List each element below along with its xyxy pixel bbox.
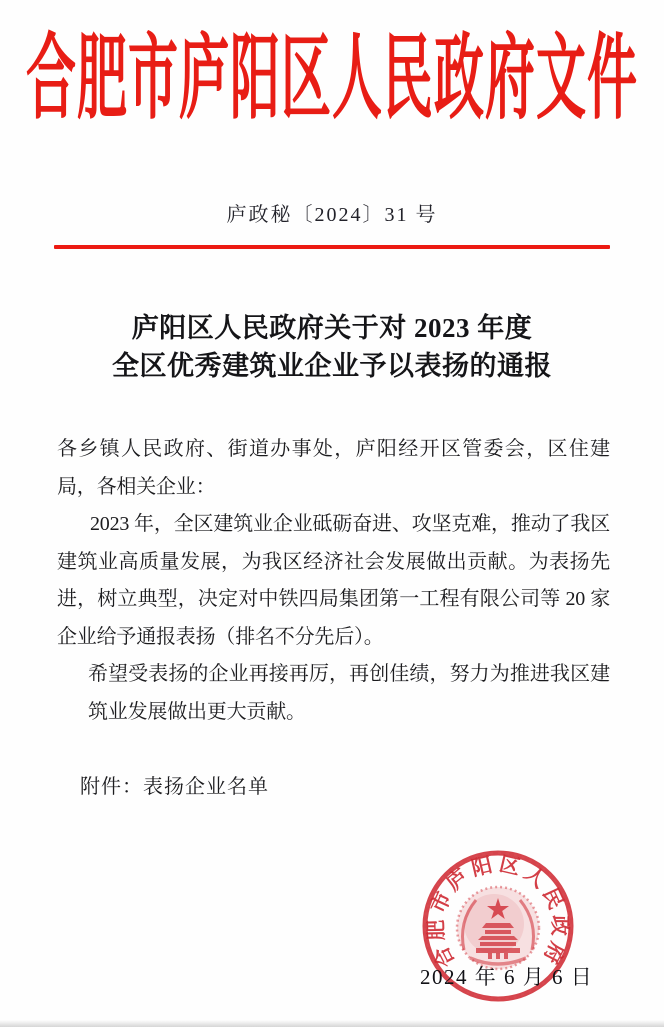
letterhead: [0, 0, 664, 134]
document-body: [57, 431, 610, 731]
letterhead-title: 合肥市庐阳区人民政府文件: [26, 26, 638, 131]
seal-text: 合肥市庐阳区人民政府: [425, 853, 571, 971]
salutation-paragraph: 各乡镇人民政府、街道办事处，庐阳经开区管委会，区住建局，各相关企业：: [57, 438, 610, 498]
document-title: [0, 309, 664, 385]
attachment-note: 附件：表扬企业名单: [80, 776, 269, 798]
document-title-line-1: 庐阳区人民政府关于对 2023 年度: [131, 313, 533, 343]
document-number: 庐政秘〔2024〕31 号: [226, 204, 438, 226]
document-title-line-2: 全区优秀建筑业企业予以表扬的通报: [112, 351, 552, 381]
body-paragraph-hope: 希望受表扬的企业再接再厉，再创佳绩，努力为推进我区建筑业发展做出更大贡献。: [88, 663, 610, 723]
red-divider-line: [54, 245, 610, 249]
body-paragraph-main: 2023 年，全区建筑业企业砥砺奋进、攻坚克难，推动了我区建筑业高质量发展，为我区经济社会发展做出贡献。为表扬先进，树立典型，决定对中铁四局集团第一工程有限公司等 20 家企业给予通报表扬（排名不分先后）。: [57, 513, 610, 648]
national-emblem-icon: [457, 887, 539, 969]
document-date: 2024 年 6 月 6 日: [420, 965, 594, 989]
